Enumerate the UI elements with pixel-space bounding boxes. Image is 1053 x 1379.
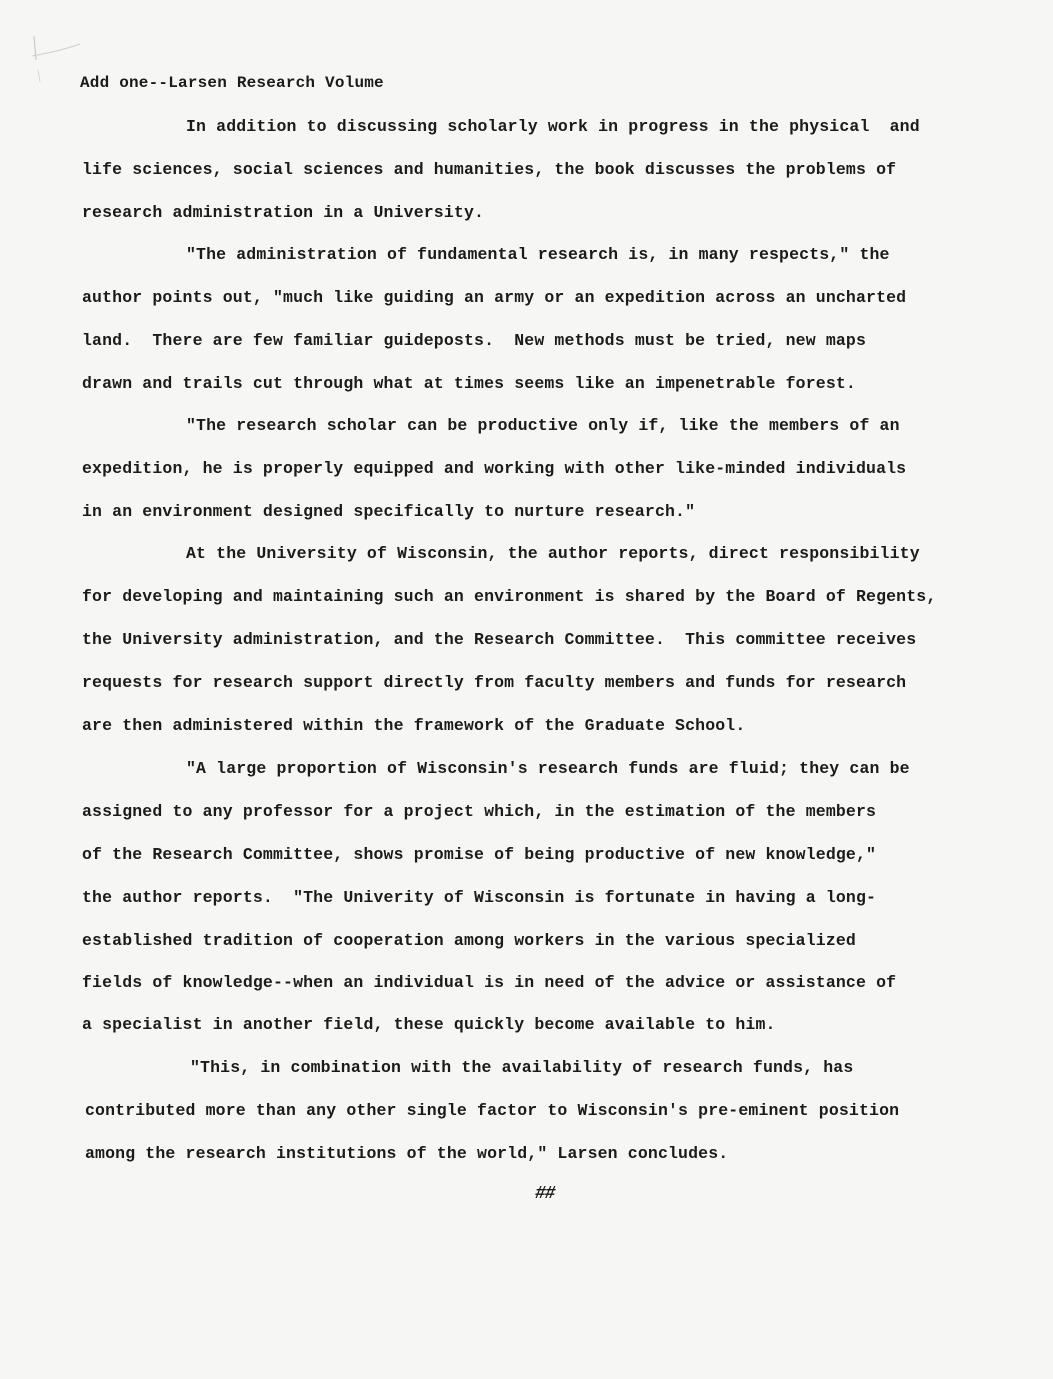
text-line: expedition, he is properly equipped and working with other like-minded individuals [82,459,907,478]
text-line: land. There are few familiar guideposts. New methods must be tried, new maps [82,331,867,350]
text-line: in an environment designed specifically to nurture research." [82,502,696,521]
text-line: At the University of Wisconsin, the author reports, direct responsibility [186,544,920,563]
text-line: In addition to discussing scholarly work in progress in the physical and [186,117,920,136]
text-line: the author reports. "The Univerity of Wisconsin is fortunate in having a long- [82,888,877,907]
text-line: for developing and maintaining such an environment is shared by the Board of Regents, [82,587,937,606]
text-line: "The administration of fundamental research is, in many respects," the [186,245,890,264]
text-line: the University administration, and the Research Committee. This committee receives [82,630,917,649]
text-line: requests for research support directly from faculty members and funds for research [82,673,907,692]
text-line: a specialist in another field, these quickly become available to him. [82,1015,776,1034]
document-heading: Add one--Larsen Research Volume [80,74,384,92]
text-line: "The research scholar can be productive only if, like the members of an [186,416,900,435]
text-line: drawn and trails cut through what at times seems like an impenetrable forest. [82,374,856,393]
text-line: among the research institutions of the world," Larsen concludes. [85,1144,729,1163]
text-line: are then administered within the framework of the Graduate School. [82,716,746,735]
pen-mark-icon [28,30,88,90]
text-line: fields of knowledge--when an individual is in need of the advice or assistance of [82,973,897,992]
text-line: life sciences, social sciences and humanities, the book discusses the problems of [82,160,897,179]
text-line: "This, in combination with the availability of research funds, has [190,1058,854,1077]
end-mark: ## [535,1184,555,1204]
text-line: "A large proportion of Wisconsin's research funds are fluid; they can be [186,759,910,778]
text-line: research administration in a University. [82,203,485,222]
text-line: assigned to any professor for a project which, in the estimation of the members [82,802,877,821]
text-line: of the Research Committee, shows promise of being productive of new knowledge," [82,845,877,864]
text-line: established tradition of cooperation among workers in the various specialized [82,931,856,950]
text-line: author points out, "much like guiding an army or an expedition across an uncharted [82,288,907,307]
text-line: contributed more than any other single factor to Wisconsin's pre-eminent position [85,1101,900,1120]
